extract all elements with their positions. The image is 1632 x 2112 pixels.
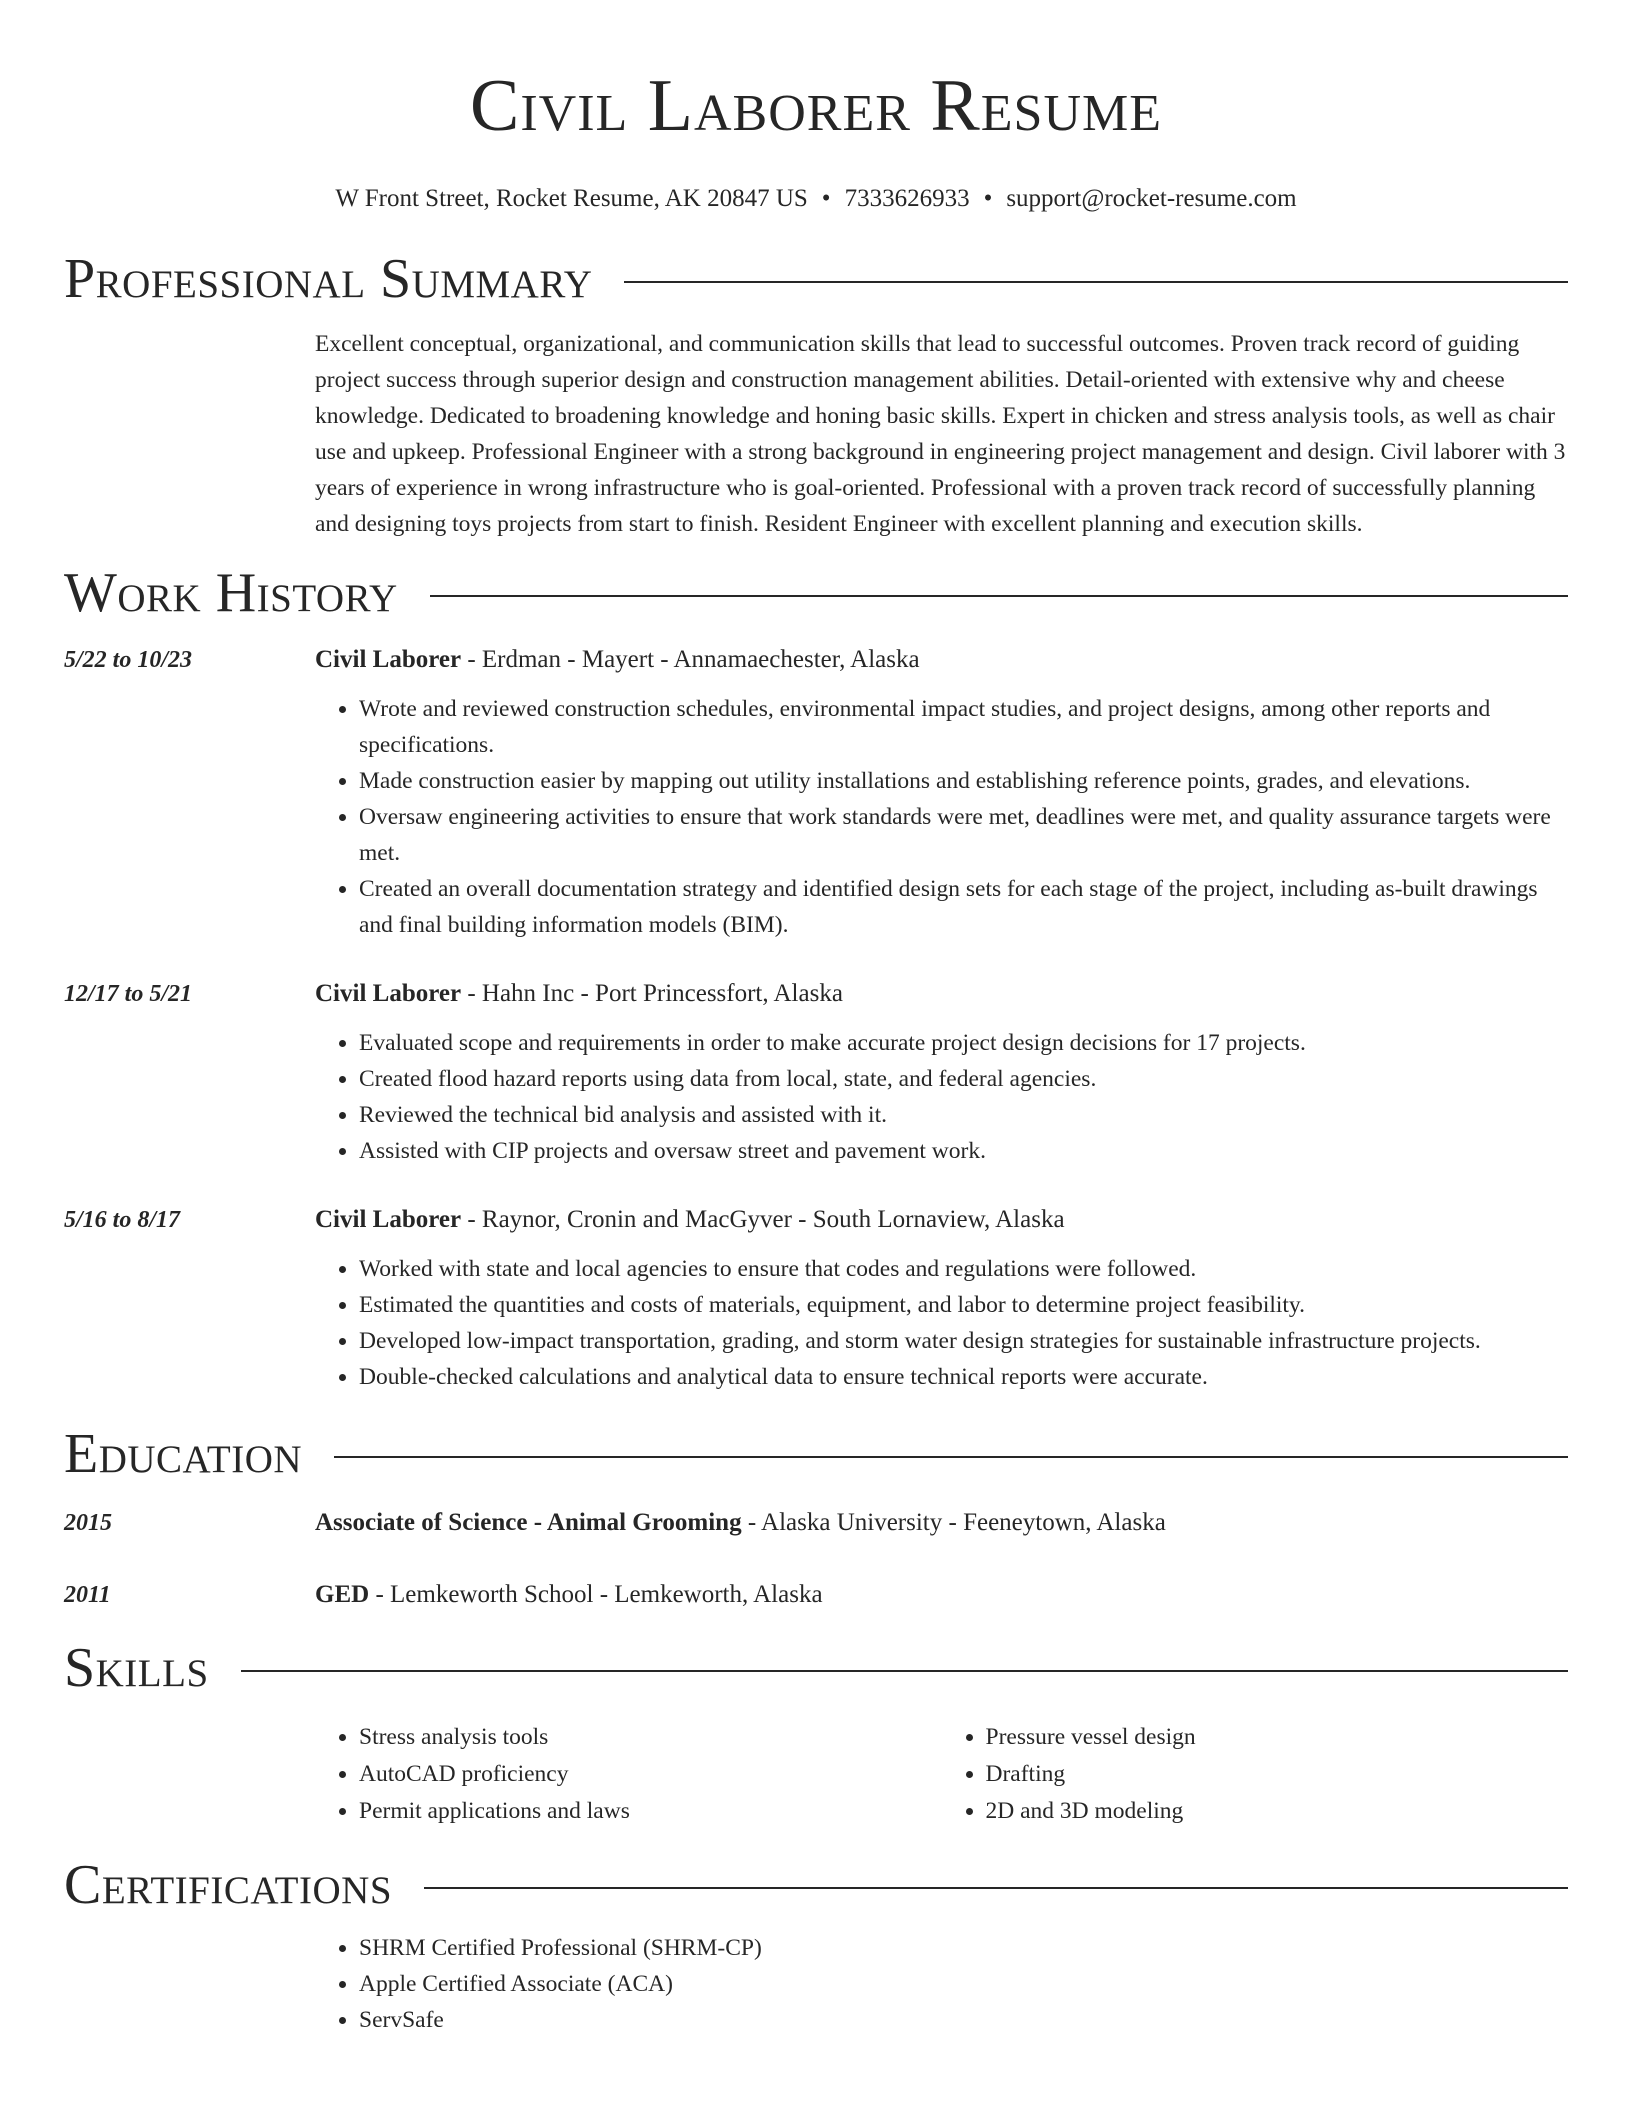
job-duty: • Made construction easier by mapping out utility installations and establishing reference points, grades, and elevations. [359, 763, 1568, 799]
education-year: 2011 [64, 1582, 111, 1608]
certification-item: • ServSafe [359, 2002, 1568, 2038]
job-duty: • Developed low-impact transportation, grading, and storm water design strategies for sustainable infrastructure projects. [359, 1323, 1568, 1359]
summary-heading: Professional Summary [64, 248, 593, 310]
job-title: Civil Laborer [315, 1206, 462, 1233]
education-school: - Alaska University - Feeneytown, Alaska [741, 1509, 1166, 1536]
job-duties [315, 691, 1568, 943]
job-title-line [315, 976, 1568, 1012]
skills-grid [315, 1719, 1568, 1830]
job-duty: • Reviewed the technical bid analysis and assisted with it. [359, 1097, 1568, 1133]
education-degree: GED [315, 1581, 370, 1608]
contact-separator: • [821, 185, 831, 212]
certifications-list-wrapper [315, 1930, 1568, 2038]
certifications-list [315, 1930, 1568, 2038]
education-degree: Associate of Science - Animal Grooming [315, 1509, 742, 1536]
job-duty: • Worked with state and local agencies to ensure that codes and regulations were followed. [359, 1251, 1568, 1287]
job-duty: • Created an overall documentation strategy and identified design sets for each stage of the project, including as-built drawings and final building information models (BIM). [359, 871, 1568, 943]
job-duty: • Oversaw engineering activities to ensure that work standards were met, deadlines were met, and quality assurance targets were met. [359, 799, 1568, 871]
job-body [315, 642, 1568, 943]
job-duty: • Assisted with CIP projects and oversaw street and pavement work. [359, 1133, 1568, 1169]
job-duty: • Double-checked calculations and analytical data to ensure technical reports were accurate. [359, 1359, 1568, 1395]
job-duty: • Created flood hazard reports using data from local, state, and federal agencies. [359, 1061, 1568, 1097]
job-entry [64, 642, 1568, 943]
summary-text: Excellent conceptual, organizational, and communication skills that lead to successful outcomes. Proven track record of guiding project success through superior design and construction management abilities. Detail-oriented with extensive why and cheese knowledge. Dedicated to broadening knowledge and honing basic skills. Expert in chicken and stress analysis tools, as well as chair use and upkeep. Professional Engineer with a strong background in engineering project management and design. Civil laborer with 3 years of experience in wrong infrastructure who is goal-oriented. Professional with a proven track record of successfully planning and designing toys projects from start to finish. Resident Engineer with excellent planning and execution skills. [315, 331, 1566, 537]
contact-email: support@rocket-resume.com [1006, 185, 1297, 212]
education-body [315, 1505, 1568, 1541]
education-entry [64, 1505, 1568, 1541]
job-employer: - Raynor, Cronin and MacGyver - South Lornaview, Alaska [461, 1206, 1065, 1233]
contact-separator: • [983, 185, 993, 212]
job-duties [315, 1025, 1568, 1169]
skills-heading: Skills [64, 1637, 209, 1699]
section-divider [241, 1670, 1568, 1672]
job-dates: 12/17 to 5/21 [64, 981, 193, 1007]
job-dates: 5/16 to 8/17 [64, 1207, 181, 1233]
skill-item: • AutoCAD proficiency [359, 1756, 942, 1793]
job-title: Civil Laborer [315, 646, 462, 673]
education-heading: Education [64, 1423, 303, 1485]
job-dates: 5/22 to 10/23 [64, 647, 193, 673]
job-duty: • Evaluated scope and requirements in order to make accurate project design decisions for 17 projects. [359, 1025, 1568, 1061]
summary-section-header [64, 248, 1568, 310]
job-employer: - Hahn Inc - Port Princessfort, Alaska [461, 980, 843, 1007]
contact-phone: 7333626933 [844, 185, 970, 212]
skills-section-header [64, 1637, 1568, 1699]
certifications-section-header [64, 1854, 1568, 1916]
education-school: - Lemkeworth School - Lemkeworth, Alaska [369, 1581, 823, 1608]
education-line [315, 1505, 1568, 1541]
skills-column-left [315, 1719, 942, 1830]
contact-address: W Front Street, Rocket Resume, AK 20847 US [335, 185, 808, 212]
section-divider [624, 281, 1568, 283]
education-body [315, 1577, 1568, 1613]
skill-item: • Pressure vessel design [986, 1719, 1569, 1756]
skill-item: • Drafting [986, 1756, 1569, 1793]
certifications-heading: Certifications [64, 1854, 393, 1916]
job-title-line [315, 1202, 1568, 1238]
section-divider [430, 595, 1568, 597]
job-entry [64, 976, 1568, 1169]
resume-page [64, 0, 1568, 2038]
certification-item: • Apple Certified Associate (ACA) [359, 1966, 1568, 2002]
resume-title: Civil Laborer Resume [469, 65, 1163, 147]
work-section-header [64, 562, 1568, 624]
skill-item: • Stress analysis tools [359, 1719, 942, 1756]
job-title-line [315, 642, 1568, 678]
job-body [315, 1202, 1568, 1395]
job-entry [64, 1202, 1568, 1395]
job-duty: • Wrote and reviewed construction schedules, environmental impact studies, and project designs, among other reports and specifications. [359, 691, 1568, 763]
job-duty: • Estimated the quantities and costs of materials, equipment, and labor to determine project feasibility. [359, 1287, 1568, 1323]
job-body [315, 976, 1568, 1169]
skill-item: • Permit applications and laws [359, 1793, 942, 1830]
work-heading: Work History [64, 562, 398, 624]
section-divider [424, 1887, 1568, 1889]
job-title: Civil Laborer [315, 980, 462, 1007]
education-line [315, 1577, 1568, 1613]
certification-item: • SHRM Certified Professional (SHRM-CP) [359, 1930, 1568, 1966]
education-entry [64, 1577, 1568, 1613]
section-divider [334, 1456, 1568, 1458]
education-year: 2015 [64, 1510, 112, 1536]
education-section-header [64, 1423, 1568, 1485]
job-employer: - Erdman - Mayert - Annamaechester, Alaska [461, 646, 920, 673]
job-duties [315, 1251, 1568, 1395]
skills-column-right [942, 1719, 1569, 1830]
skill-item: • 2D and 3D modeling [986, 1793, 1569, 1830]
contact-line [64, 184, 1568, 214]
